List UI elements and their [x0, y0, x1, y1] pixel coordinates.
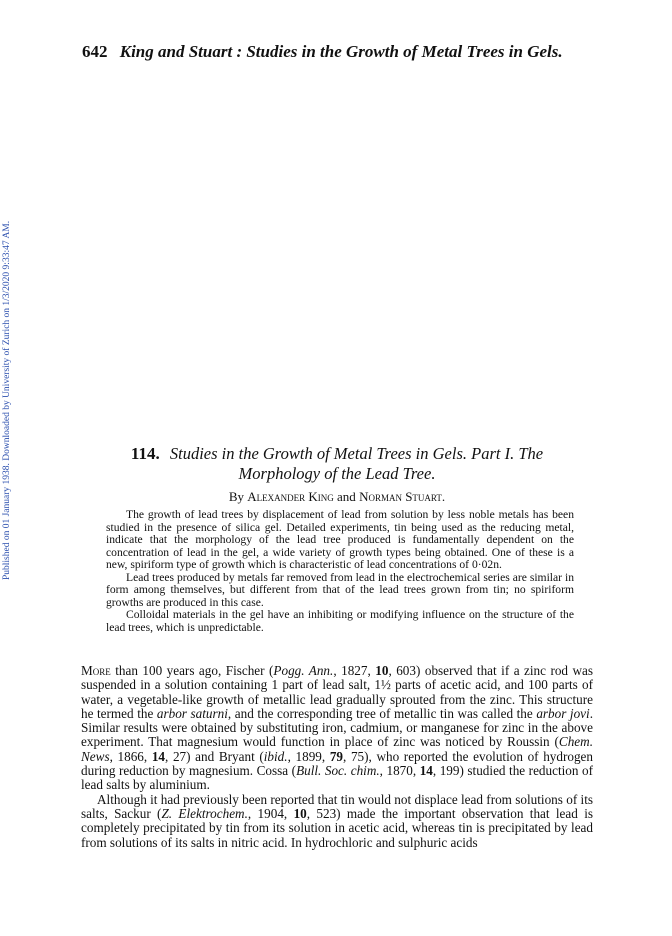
- page-number: 642: [82, 42, 108, 61]
- citation-journal: ibid.: [263, 748, 288, 764]
- citation-volume: 14: [151, 748, 166, 764]
- citation-volume: 10: [293, 805, 307, 821]
- citation-journal: Pogg. Ann.: [273, 663, 334, 678]
- article-title-text-1: Studies in the Growth of Metal Trees in Gels. Part I. The: [169, 444, 544, 463]
- body-paragraph-1: [81, 664, 593, 793]
- byline-and: and: [337, 489, 356, 504]
- author-1: Alexander King: [247, 489, 334, 504]
- text-run: , 1827,: [333, 663, 376, 678]
- citation-volume: 79: [329, 748, 344, 764]
- body-paragraph-2: [81, 793, 593, 850]
- byline-by: By: [228, 489, 244, 504]
- article-title-line-1: [82, 444, 592, 464]
- body-text: [81, 664, 593, 850]
- byline: [82, 489, 592, 505]
- citation-journal: Z. Elektrochem.: [161, 805, 248, 821]
- abstract-paragraph-2: Lead trees produced by metals far removed from lead in the electrochemical series are similar in form among themselves, but different from that of the lead trees grown from tin; no spiriform growths are produced in this case.: [106, 570, 574, 609]
- text-run: , 27) and Bryant (: [165, 748, 264, 764]
- running-head-title: King and Stuart : Studies in the Growth of Metal Trees in Gels.: [119, 42, 563, 61]
- body-lead-word: More: [81, 663, 111, 678]
- article-title-line-2: [82, 464, 592, 484]
- download-notice: [0, 170, 14, 590]
- author-2: Norman Stuart.: [359, 489, 446, 504]
- article-title: [82, 444, 592, 484]
- text-run: , 1866,: [109, 748, 152, 764]
- text-run: , 1870,: [379, 763, 420, 779]
- article-title-text-2: Morphology of the Lead Tree.: [238, 464, 436, 483]
- abstract-paragraph-1: The growth of lead trees by displacement of lead from solution by less noble metals has been studied in the presence of silica gel. Detailed experiments, tin being used as the reducing metal, indicate that the morphology of the lead tree produced is fundamentally dependent on the concentration of lead in the gel, a wide variety of growth types being obtained. One of these is a new, spiriform type of growth which is characteristic of lead concentrations of 0·02n.: [106, 508, 574, 571]
- text-run: , 75), who reported the evolution of hydrogen during reduction by magnesium. Cossa (: [81, 748, 594, 779]
- text-run: , 523) made the important observation that lead is completely precipitated by tin from its solution in acetic acid, whereas tin is precipitated by lead from solutions of its salts in nitric acid. In hydrochloric and sulphuric acids: [81, 805, 594, 850]
- text-run: , 603) observed that if a zinc rod was suspended in a solution containing 1 part of lead salt, 1½ parts of acetic acid, and 100 parts of water, a vegetable-like growth of metallic lead gradually sprouted from the zinc. This structure he termed the: [81, 663, 594, 721]
- text-run: . Similar results were obtained by substituting iron, cadmium, or manganese for zinc in the above experiment. That magnesium would function in place of zinc was noticed by Roussin (: [81, 705, 594, 750]
- text-run: , 199) studied the reduction of lead salts by aluminium.: [81, 763, 593, 793]
- download-notice-text: Published on 01 January 1938. Downloaded by University of Zurich on 1/3/2020 9:33:47 AM.: [2, 220, 12, 580]
- citation-journal: Bull. Soc. chim.: [296, 763, 380, 779]
- text-run: , 1904,: [247, 805, 294, 821]
- citation-journal: Chem. News: [81, 734, 593, 764]
- abstract: [106, 509, 574, 634]
- running-head: [82, 42, 602, 62]
- text-run: , 1899,: [287, 748, 330, 764]
- article-number: 114.: [130, 444, 160, 463]
- text-run: than 100 years ago, Fischer (: [110, 663, 274, 678]
- italic-term: arbor jovi: [536, 705, 590, 721]
- italic-term: arbor saturni: [156, 705, 228, 721]
- text-run: Although it had previously been reported that tin would not displace lead from solutions of its salts, Sackur (: [81, 791, 593, 821]
- abstract-paragraph-3: Colloidal materials in the gel have an inhibiting or modifying influence on the structure of the lead trees, which is unpredictable.: [106, 608, 574, 634]
- citation-volume: 14: [419, 763, 433, 779]
- citation-volume: 10: [375, 663, 389, 678]
- text-run: , and the corresponding tree of metallic tin was called the: [227, 705, 537, 721]
